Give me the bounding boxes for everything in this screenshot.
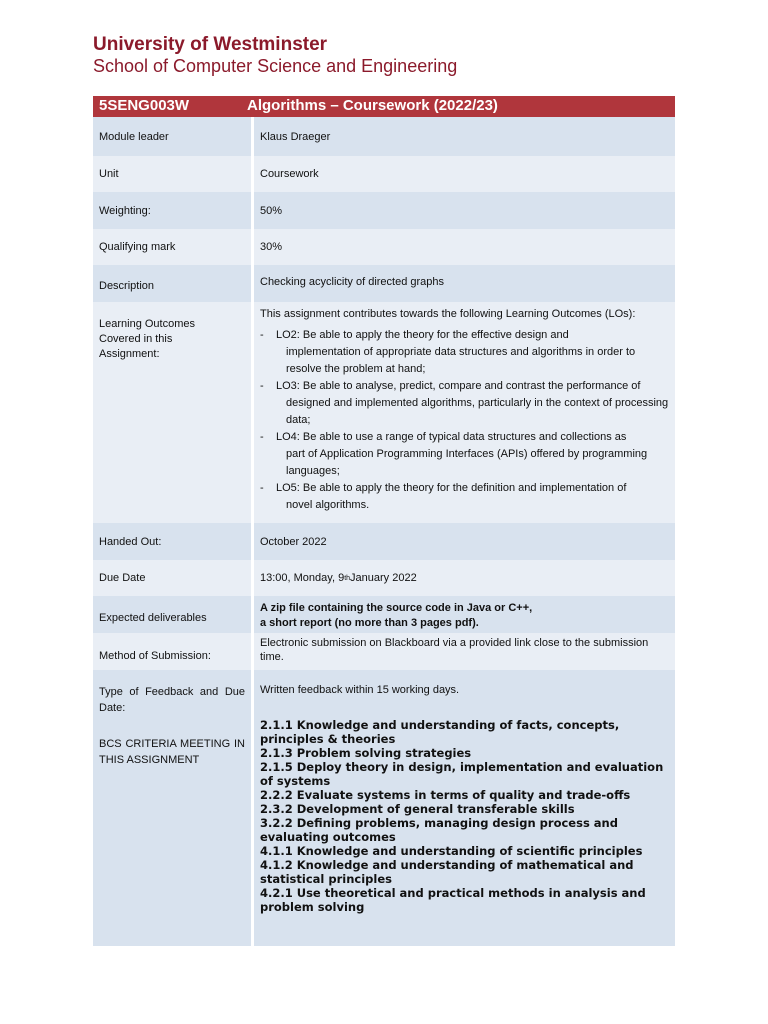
- row-value: Klaus Draeger: [260, 130, 331, 143]
- row-label: Handed Out:: [99, 535, 162, 548]
- row-value: [254, 302, 675, 523]
- lo-list: [260, 327, 669, 514]
- list-item: 4.2.1 Use theoretical and practical methods in analysis and problem solving: [260, 886, 646, 914]
- module-title: Algorithms – Coursework (2022/23): [247, 97, 498, 114]
- row-value: 50%: [260, 204, 283, 217]
- list-item: 3.2.2 Defining problems, managing design process and evaluating outcomes: [260, 816, 618, 844]
- table-row-module-leader: [93, 117, 675, 156]
- table-row-feedback-bcs: [93, 670, 675, 946]
- table-row-description: [93, 265, 675, 302]
- table-row-unit: [93, 156, 675, 192]
- school-name: School of Computer Science and Engineering: [93, 56, 458, 76]
- row-label: Weighting:: [99, 204, 151, 217]
- bcs-label: BCS CRITERIA MEETING IN THIS ASSIGNMENT: [99, 738, 245, 766]
- row-label: [93, 670, 251, 946]
- feedback-label: Type of Feedback and Due Date:: [99, 686, 245, 714]
- table-row-due-date: [93, 560, 675, 596]
- lo-intro: This assignment contributes towards the following Learning Outcomes (LOs):: [260, 308, 636, 320]
- row-label: Description: [99, 280, 155, 292]
- list-item: 2.2.2 Evaluate systems in terms of quality and trade-offs: [260, 788, 631, 802]
- row-value: [254, 670, 675, 946]
- coursework-table: [93, 96, 675, 946]
- table-row-learning-outcomes: [93, 302, 675, 523]
- row-label: Unit: [99, 168, 119, 180]
- row-label: Qualifying mark: [99, 241, 176, 253]
- table-row-qualifying-mark: [93, 229, 675, 265]
- table-row-submission: [93, 633, 675, 670]
- list-item: 4.1.1 Knowledge and understanding of scientific principles: [260, 844, 643, 858]
- table-header: [93, 96, 675, 117]
- row-label: Method of Submission:: [99, 650, 211, 662]
- list-item: 2.1.1 Knowledge and understanding of facts, concepts, principles & theories: [260, 718, 620, 746]
- list-item: - LO5: Be able to apply the theory for the definition and implementation of novel algorithms.: [260, 482, 627, 511]
- list-item: 2.1.5 Deploy theory in design, implementation and evaluation of systems: [260, 760, 664, 788]
- table-row-handed-out: [93, 523, 675, 560]
- row-value: Checking acyclicity of directed graphs: [260, 276, 445, 288]
- list-item: - LO4: Be able to use a range of typical data structures and collections as part of Application Programming Interfaces (APIs) offered by programming languages;: [260, 431, 648, 477]
- university-name: University of Westminster: [93, 34, 328, 55]
- row-label: Due Date: [99, 572, 146, 584]
- row-value: October 2022: [260, 535, 327, 548]
- list-item: - LO3: Be able to analyse, predict, compare and contrast the performance of designed and implemented algorithms, particularly in the context of processing data;: [260, 380, 669, 426]
- module-code: 5SENG003W: [99, 97, 190, 114]
- row-label: Learning Outcomes Covered in this Assignment:: [99, 318, 195, 360]
- row-value: Electronic submission on Blackboard via a provided link close to the submission time.: [260, 637, 649, 663]
- list-item: 4.1.2 Knowledge and understanding of mathematical and statistical principles: [260, 858, 634, 886]
- feedback-value: Written feedback within 15 working days.: [260, 684, 460, 696]
- table-row-deliverables: [93, 596, 675, 633]
- row-label: Module leader: [99, 130, 169, 143]
- list-item: 2.1.3 Problem solving strategies: [260, 746, 472, 760]
- row-value: 30%: [260, 241, 283, 253]
- bcs-list: [260, 718, 669, 914]
- row-value: 13:00, Monday, 9 th January 2022: [260, 572, 417, 584]
- row-value: A zip file containing the source code in Java or C++, a short report (no more than 3 pages pdf).: [260, 602, 533, 629]
- list-item: - LO2: Be able to apply the theory for the effective design and implementation of appropriate data structures and algorithms in order to resolve the problem at hand;: [260, 329, 636, 375]
- row-label: Expected deliverables: [99, 612, 207, 624]
- table-row-weighting: [93, 192, 675, 229]
- row-value: Coursework: [260, 168, 319, 180]
- list-item: 2.3.2 Development of general transferable skills: [260, 802, 575, 816]
